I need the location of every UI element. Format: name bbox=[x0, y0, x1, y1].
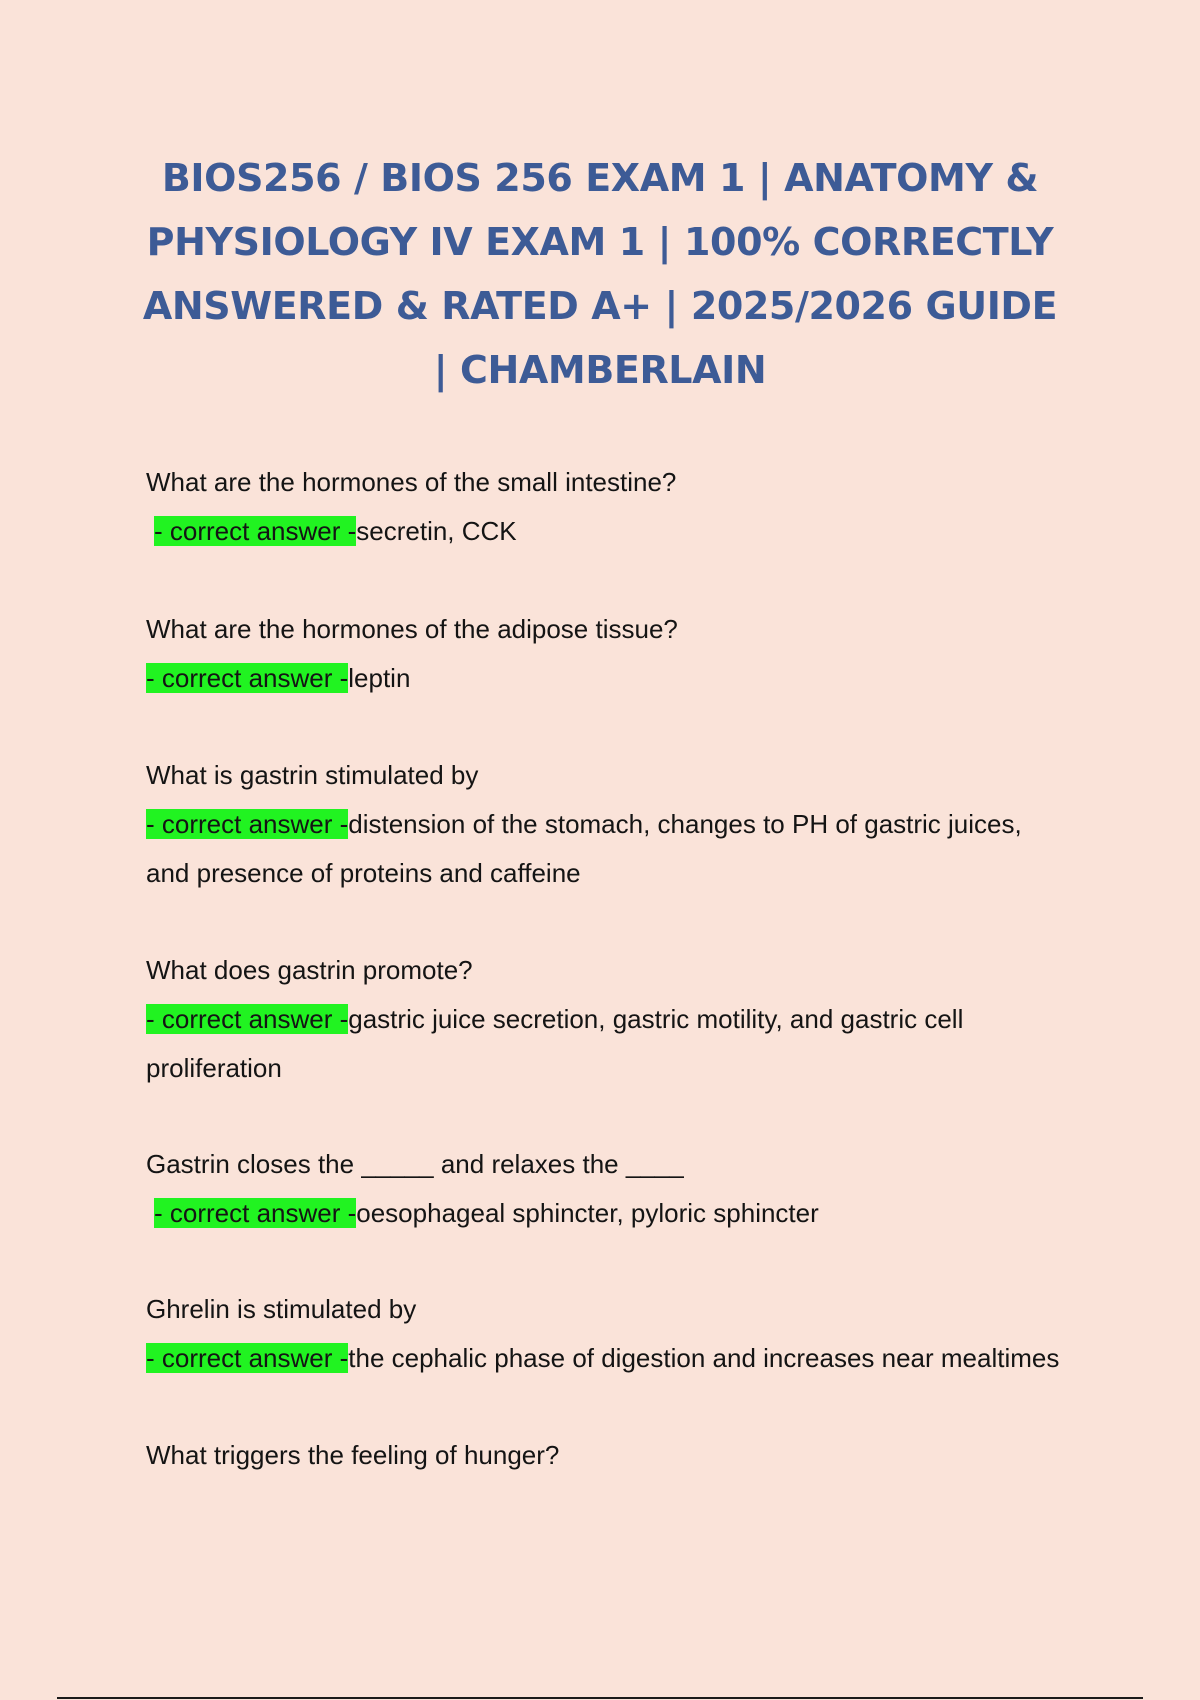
correct-answer-marker: - correct answer - bbox=[146, 809, 349, 839]
answer-text: distension of the stomach, changes to PH of gastric juices, and presence of proteins and caffeine bbox=[146, 809, 1022, 888]
qa-item bbox=[146, 946, 1066, 1093]
answer-line bbox=[146, 800, 1066, 898]
page-title: BIOS256 / BIOS 256 EXAM 1 | ANATOMY & PHYSIOLOGY IV EXAM 1 | 100% CORRECTLY ANSWERED & RATED A+ | 2025/2026 GUIDE | CHAMBERLAIN bbox=[142, 156, 1058, 392]
answer-text: oesophageal sphincter, pyloric sphincter bbox=[356, 1198, 819, 1228]
answer-text: leptin bbox=[348, 663, 411, 693]
answer-line bbox=[146, 507, 1066, 556]
answer-line bbox=[146, 995, 1066, 1093]
correct-answer-marker: - correct answer - bbox=[154, 1198, 357, 1228]
correct-answer-marker: - correct answer - bbox=[146, 1343, 349, 1373]
question-text: Gastrin closes the _____ and relaxes the ____ bbox=[146, 1149, 684, 1179]
correct-answer-marker: - correct answer - bbox=[146, 1004, 349, 1034]
qa-list bbox=[146, 458, 1066, 1480]
bottom-rule bbox=[57, 1697, 1143, 1699]
qa-item bbox=[146, 751, 1066, 898]
correct-answer-marker: - correct answer - bbox=[154, 516, 357, 546]
answer-text: secretin, CCK bbox=[356, 516, 517, 546]
answer-text: the cephalic phase of digestion and increases near mealtimes bbox=[348, 1343, 1060, 1373]
qa-item bbox=[146, 1140, 1066, 1238]
question-text: What triggers the feeling of hunger? bbox=[146, 1440, 560, 1470]
question-text: Ghrelin is stimulated by bbox=[146, 1294, 417, 1324]
question-text: What does gastrin promote? bbox=[146, 955, 473, 985]
answer-line bbox=[146, 654, 1066, 703]
question-text: What are the hormones of the small intestine? bbox=[146, 467, 677, 497]
qa-item bbox=[146, 605, 1066, 703]
qa-item bbox=[146, 1285, 1066, 1383]
qa-item bbox=[146, 1431, 1066, 1480]
correct-answer-marker: - correct answer - bbox=[146, 663, 349, 693]
answer-text: gastric juice secretion, gastric motility, and gastric cell proliferation bbox=[146, 1004, 964, 1083]
answer-line bbox=[146, 1334, 1066, 1383]
qa-item bbox=[146, 458, 1066, 556]
answer-line bbox=[146, 1189, 1066, 1238]
question-text: What is gastrin stimulated by bbox=[146, 760, 479, 790]
question-text: What are the hormones of the adipose tissue? bbox=[146, 614, 678, 644]
